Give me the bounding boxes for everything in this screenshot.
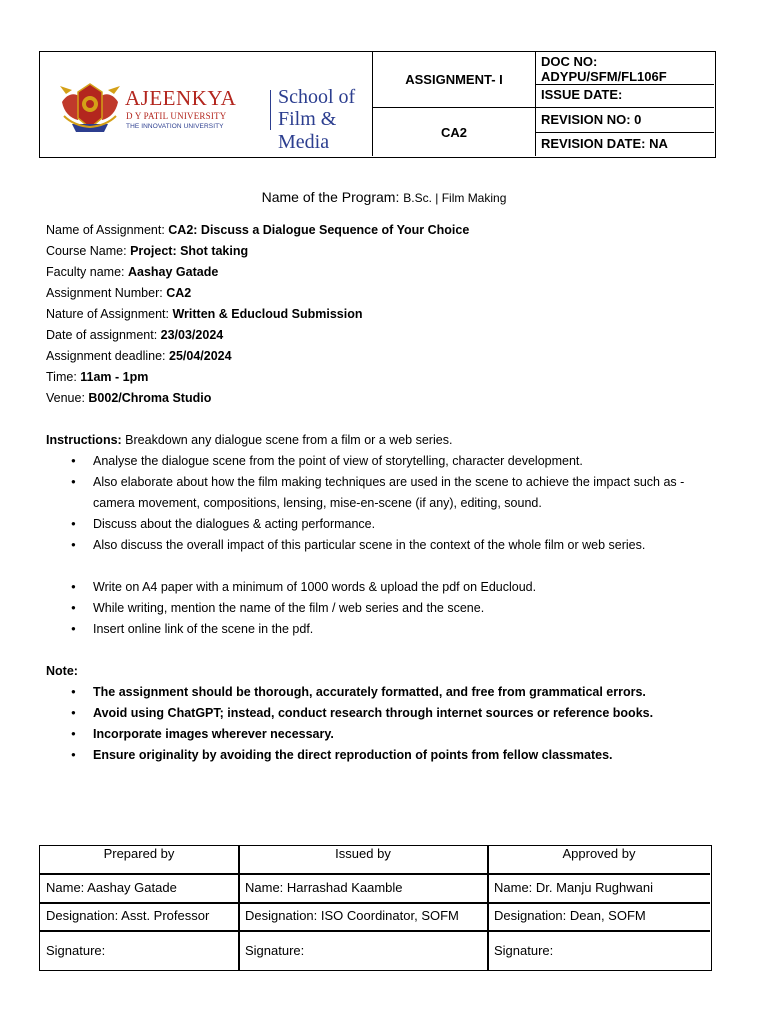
field-nature	[46, 306, 363, 322]
table-divider	[40, 930, 710, 932]
document-header-table	[39, 51, 716, 158]
assignment-code: CA2	[373, 108, 536, 156]
field-value: B002/Chroma Studio	[88, 391, 212, 405]
issued-designation: Designation: ISO Coordinator, SOFM	[245, 908, 459, 923]
list-item-text: Also elaborate about how the film making techniques are used in the scene to achieve the impact such as -	[93, 475, 685, 489]
col-header-prepared: Prepared by	[103, 846, 175, 861]
field-assignment-name	[46, 222, 469, 238]
list-item-text: Incorporate images wherever necessary.	[93, 727, 334, 741]
field-value: 25/04/2024	[169, 349, 232, 363]
approved-signature: Signature:	[494, 943, 554, 958]
brand-tagline: THE INNOVATION UNIVERSITY	[126, 123, 224, 130]
doc-number: DOC NO: ADYPU/SFM/FL106F	[536, 52, 714, 85]
university-emblem-icon	[58, 80, 122, 136]
list-item-continuation: camera movement, compositions, lensing, mise-en-scene (if any), editing, sound.	[93, 496, 542, 510]
note-heading	[46, 663, 78, 679]
issued-name: Name: Harrashad Kaamble	[245, 880, 403, 895]
brand-subtitle: D Y PATIL UNIVERSITY	[126, 111, 227, 121]
field-label: Assignment deadline:	[46, 349, 169, 363]
logo-cell	[40, 52, 373, 156]
instructions-label: Instructions:	[46, 433, 122, 447]
field-course-name	[46, 243, 248, 259]
field-assignment-number	[46, 285, 191, 301]
approved-designation: Designation: Dean, SOFM	[494, 908, 646, 923]
program-value: B.Sc. | Film Making	[403, 191, 507, 205]
instructions-line	[46, 432, 452, 448]
field-label: Date of assignment:	[46, 328, 161, 342]
field-value: CA2	[166, 286, 192, 300]
list-item-text: Ensure originality by avoiding the direct reproduction of points from fellow classmates.	[93, 748, 613, 762]
revision-date: REVISION DATE: NA	[541, 136, 668, 151]
list-item-text: Also discuss the overall impact of this particular scene in the context of the whole film or web series.	[93, 538, 646, 552]
col-header-issued: Issued by	[335, 846, 391, 861]
brand-name: AJEENKYA	[125, 86, 237, 110]
issue-date: ISSUE DATE:	[536, 85, 714, 108]
note-label: Note:	[46, 664, 78, 678]
list-item-text: Write on A4 paper with a minimum of 1000 words & upload the pdf on Educloud.	[93, 580, 537, 594]
col-header-approved: Approved by	[562, 846, 636, 861]
list-item-text: While writing, mention the name of the film / web series and the scene.	[93, 601, 485, 615]
field-time	[46, 369, 148, 385]
approved-name: Name: Dr. Manju Rughwani	[494, 880, 653, 895]
list-item-text: Avoid using ChatGPT; instead, conduct research through internet sources or reference books.	[93, 706, 654, 720]
field-label: Course Name:	[46, 244, 131, 258]
field-deadline	[46, 348, 232, 364]
field-faculty-name	[46, 264, 218, 280]
field-label: Name of Assignment:	[46, 223, 169, 237]
program-heading	[0, 189, 768, 205]
prepared-signature: Signature:	[46, 943, 106, 958]
field-label: Time:	[46, 370, 81, 384]
field-value: Written & Educloud Submission	[172, 307, 363, 321]
signoff-table	[39, 845, 712, 971]
field-value: CA2: Discuss a Dialogue Sequence of Your Choice	[168, 223, 470, 237]
field-venue	[46, 390, 211, 406]
assignment-label: ASSIGNMENT- I	[373, 52, 536, 108]
school-name-line1: School of	[278, 86, 356, 108]
prepared-designation: Designation: Asst. Professor	[46, 908, 210, 923]
field-label: Assignment Number:	[46, 286, 167, 300]
logo-divider	[270, 90, 271, 130]
field-value: Project: Shot taking	[130, 244, 249, 258]
list-item-text: Analyse the dialogue scene from the point of view of storytelling, character development.	[93, 454, 583, 468]
field-label: Venue:	[46, 391, 89, 405]
issued-signature: Signature:	[245, 943, 305, 958]
field-value: 11am - 1pm	[80, 370, 149, 384]
field-date	[46, 327, 223, 343]
table-divider	[40, 873, 710, 875]
field-label: Nature of Assignment:	[46, 307, 173, 321]
list-item-text: The assignment should be thorough, accurately formatted, and free from grammatical errors.	[93, 685, 646, 699]
field-label: Faculty name:	[46, 265, 128, 279]
prepared-name: Name: Aashay Gatade	[46, 880, 177, 895]
revision-number: REVISION NO: 0	[536, 108, 714, 133]
instructions-text: Breakdown any dialogue scene from a film or a web series.	[121, 433, 453, 447]
list-item-text: Discuss about the dialogues & acting performance.	[93, 517, 376, 531]
program-label: Name of the Program:	[261, 189, 400, 205]
school-name-line2: Film & Media	[278, 108, 337, 153]
list-item-text: Insert online link of the scene in the pdf.	[93, 622, 314, 636]
table-divider	[40, 902, 710, 904]
field-value: Aashay Gatade	[127, 265, 219, 279]
field-value: 23/03/2024	[160, 328, 224, 342]
